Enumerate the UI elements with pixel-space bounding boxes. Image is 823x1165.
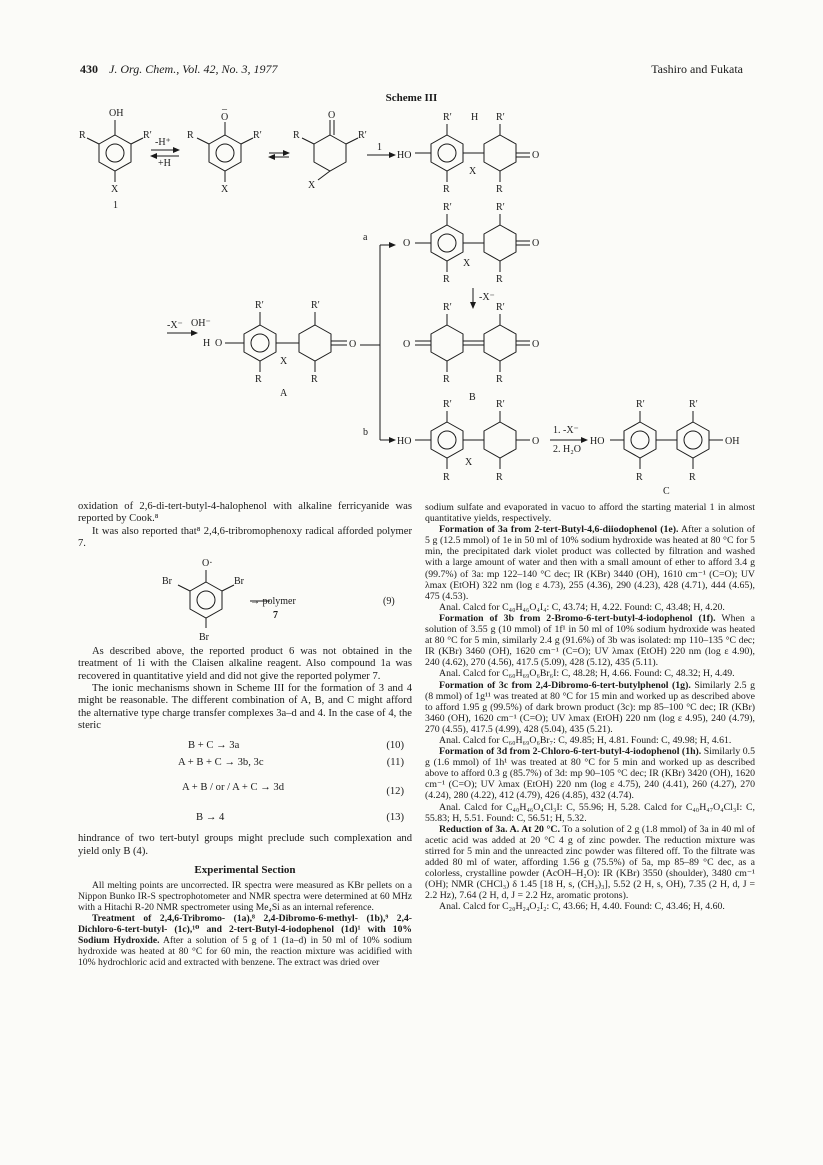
svg-text:R′: R′	[311, 300, 320, 311]
svg-text:R′: R′	[496, 202, 505, 213]
left-column	[78, 501, 412, 968]
scheme-title: Scheme III	[385, 92, 438, 104]
svg-text:R: R	[496, 274, 503, 285]
label-oh: OH	[109, 108, 124, 119]
equation-13: B → 4 (13)	[196, 812, 404, 824]
svg-text:R: R	[79, 130, 86, 141]
para-formation-3d: Formation of 3d from 2-Chloro-6-tert-butyl-4-iodophenol (1h). Similarly 0.5 g (1.6 mmol) of 1h¹ was treated at 80 °C for 5 min and worked up as described above to afford 0.3 g (85.7%) of 3d: mp 90–105 °C dec; IR (KBr) 3420 (OH), 1620 cm⁻¹ (C=O); UV λmax (EtOH) 220 nm (log ε 4.75), 240 (4.41), 260 (4.27), 270 (4.24), 280 (4.22), 412 (4.79), 426 (4.85), 432 (4.74).	[425, 746, 755, 802]
svg-text:1. -X⁻: 1. -X⁻	[553, 425, 579, 436]
svg-text:X: X	[111, 184, 119, 195]
svg-text:R: R	[443, 274, 450, 285]
svg-text:O: O	[532, 238, 540, 249]
svg-text:X: X	[308, 180, 316, 191]
svg-text:R′: R′	[636, 399, 645, 410]
compound-1-label: 1	[113, 200, 118, 211]
anal-5a: Anal. Calcd for C₂₀H₂₄O₂I₂: C, 43.66; H, 4.40. Found: C, 43.46; H, 4.60.	[439, 901, 725, 913]
svg-text:R′: R′	[143, 130, 152, 141]
svg-text:R′: R′	[443, 302, 452, 313]
svg-text:R: R	[187, 130, 194, 141]
svg-text:X: X	[463, 258, 471, 269]
para-polymer: It was also reported that⁸ 2,4,6-tribromophenoxy radical afforded polymer 7.	[78, 525, 412, 549]
svg-text:R′: R′	[255, 300, 264, 311]
para-formation-3a: Formation of 3a from 2-tert-Butyl-4,6-diiodophenol (1e). After a solution of 5 g (12.5 mmol) of 1e in 50 ml of 10% sodium hydroxide was heated at 80 °C for 5 min, the precipitated dark violet product was collected by filtration and washed with a large amount of water and then with a small amount of ether to afford 3.4 g (99.7%) of 3a: mp 122–140 °C dec; IR (KBr) 3440 (OH), 1610 cm⁻¹ (C=O); UV λmax (EtOH) 322 nm (log ε 4.73), 255 (4.36), 290 (4.23), 428 (4.71), 444 (4.65), 475 (4.53).	[425, 524, 755, 602]
svg-text:R: R	[496, 374, 503, 385]
anal-3c: Anal. Calcd for C₆₀H₆₉O₆Br₇: C, 49.85; H, 4.81. Found: C, 49.98; H, 4.61.	[439, 734, 732, 746]
svg-text:-X⁻: -X⁻	[167, 320, 183, 331]
para-instruments: All melting points are uncorrected. IR spectra were measured as KBr pellets on a Nippon Bunko IR-S spectrophotometer and NMR spectra were determined at 60 MHz with a Hitachi R-20 NMR spectrometer using Me₄Si as an internal reference.	[78, 880, 412, 914]
para-starting-material: sodium sulfate and evaporated in vacuo to afford the starting material 1 in almost quantitative yields, respectively.	[425, 502, 755, 525]
svg-text:R: R	[689, 472, 696, 483]
svg-text:OH: OH	[725, 436, 740, 447]
svg-text:R′: R′	[496, 302, 505, 313]
svg-text:R′: R′	[689, 399, 698, 410]
page-number: 430	[80, 62, 98, 76]
svg-text:X: X	[465, 457, 473, 468]
eq9-number: (9)	[383, 596, 395, 608]
svg-text:R′: R′	[358, 130, 367, 141]
equation-12: A + B / or / A + C → 3d (12)	[182, 782, 404, 798]
svg-text:X: X	[221, 184, 229, 195]
compound-b-label: B	[469, 392, 476, 403]
anal-3d: Anal. Calcd for C₄₀H₄₆O₄Cl₃I: C, 55.96; H, 5.28. Calcd for C₄₀H₄₇O₄Cl₃I: C, 55.83; H, 5.51. Found: C, 56.51; H, 5.32.	[425, 801, 755, 824]
svg-text:R: R	[496, 472, 503, 483]
svg-text:H: H	[471, 112, 479, 123]
svg-text:O: O	[328, 110, 336, 121]
svg-text:1: 1	[377, 142, 382, 153]
svg-text:-H⁺: -H⁺	[155, 137, 171, 148]
svg-text:OH⁻: OH⁻	[191, 318, 211, 329]
equation-10: B + C → 3a (10)	[188, 740, 404, 752]
svg-text:R: R	[255, 374, 262, 385]
svg-text:O: O	[403, 339, 411, 350]
svg-text:b: b	[363, 427, 368, 438]
svg-text:O: O	[532, 436, 540, 447]
journal-citation: J. Org. Chem., Vol. 42, No. 3, 1977	[109, 62, 278, 76]
svg-text:a: a	[363, 232, 368, 243]
svg-text:R′: R′	[253, 130, 262, 141]
running-header-authors: Tashiro and Fukata	[651, 62, 743, 76]
eq9-product: → polymer	[250, 596, 296, 608]
para-treatment: Treatment of 2,4,6-Tribromo- (1a),⁸ 2,4-Dibromo-6-methyl- (1b),⁹ 2,4-Dichloro-6-tert-butyl- (1c),¹⁰ and 2-tert-Butyl-4-iodophenol (1d)¹ with 10% Sodium Hydroxide. After a solution of 5 g of 1 (1a–d) in 50 ml of 10% sodium hydroxide was heated at 80 °C for 60 min, the reaction mixture was acidified with 10% hydrochloric acid and extracted with benzene. The extract was dried over	[78, 913, 412, 969]
scheme-iii-diagram	[75, 100, 755, 500]
svg-text:Br: Br	[234, 576, 244, 588]
running-header-left	[80, 62, 278, 77]
svg-text:O: O	[221, 112, 229, 123]
svg-text:2. H₂O: 2. H₂O	[553, 444, 581, 455]
para-formation-3b: Formation of 3b from 2-Bromo-6-tert-butyl-4-iodophenol (1f). When a solution of 3.55 g (10 mmol) of 1f¹ in 50 ml of 10% sodium hydroxide was heated at 80 °C for 5 min, similarly 2.4 g (91.6%) of 3b was isolated: mp 110–135 °C dec; IR (KBr) 3460 (OH), 1620 cm⁻¹ (C=O); UV λmax (EtOH) 220 nm (log ε 4.90), 240 (4.62), 270 (4.56), 417.5 (5.09), 428 (5.12), 435 (5.11).	[425, 612, 755, 669]
para-claisen: As described above, the reported product 6 was not obtained in the treatment of 1i with the Claisen alkaline reagent. Also compound 1a was recovered in quantitative yield and did not give the reported polymer 7.	[78, 646, 412, 682]
svg-text:+H: +H	[158, 158, 171, 169]
svg-text:O: O	[532, 339, 540, 350]
svg-text:HO: HO	[397, 436, 412, 447]
compound-c-label: C	[663, 486, 670, 497]
svg-text:Br: Br	[199, 632, 209, 644]
svg-text:R: R	[293, 130, 300, 141]
section-heading-experimental: Experimental Section	[194, 863, 296, 876]
svg-text:R′: R′	[496, 399, 505, 410]
svg-text:R′: R′	[443, 202, 452, 213]
svg-text:–: –	[222, 104, 227, 115]
svg-text:O: O	[403, 238, 411, 249]
svg-text:R′: R′	[443, 399, 452, 410]
right-column	[425, 502, 755, 912]
para-cook: oxidation of 2,6-di-tert-butyl-4-halophenol with alkaline ferricyanide was reported by Cook.⁸	[78, 501, 412, 525]
para-steric: hindrance of two tert-butyl groups might preclude such complexation and yield only B (4).	[78, 833, 412, 857]
svg-text:R: R	[311, 374, 318, 385]
svg-text:X: X	[280, 356, 288, 367]
svg-text:O: O	[215, 338, 223, 349]
compound-a-label: A	[280, 388, 288, 399]
svg-text:-X⁻: -X⁻	[479, 292, 495, 303]
svg-text:R′: R′	[443, 112, 452, 123]
equation-9-structure	[78, 554, 412, 644]
svg-text:7: 7	[273, 610, 278, 622]
svg-text:R: R	[443, 374, 450, 385]
svg-text:O·: O·	[202, 558, 213, 570]
svg-text:O: O	[349, 339, 357, 350]
svg-text:HO: HO	[590, 436, 605, 447]
svg-text:R: R	[443, 472, 450, 483]
svg-text:H: H	[203, 338, 211, 349]
equation-11: A + B + C → 3b, 3c (11)	[178, 757, 404, 769]
svg-text:HO: HO	[397, 150, 412, 161]
svg-text:Br: Br	[162, 576, 172, 588]
svg-text:X: X	[469, 166, 477, 177]
anal-3b: Anal. Calcd for C₆₀H₆₉O₆Br₆I: C, 48.28; H, 4.66. Found: C, 48.32; H, 4.49.	[439, 668, 735, 680]
svg-text:R′: R′	[496, 112, 505, 123]
svg-text:R: R	[496, 184, 503, 195]
para-mechanism: The ionic mechanisms shown in Scheme III for the formation of 3 and 4 might be reasonable. The different combination of A, B, and C might afford the alternative type charge transfer complexes 3a–d and 4. In the case of 4, the steric	[78, 683, 412, 731]
svg-text:O: O	[532, 150, 540, 161]
svg-text:R: R	[443, 184, 450, 195]
svg-text:R: R	[636, 472, 643, 483]
para-reduction-3a: Reduction of 3a. A. At 20 °C. To a solution of 2 g (1.8 mmol) of 3a in 40 ml of acetic acid was added at 20 °C 4 g of zinc powder. The reduction mixture was stirred for 5 min and the unreacted zinc powder was filtered off. To the filtrate was added 80 ml of water, affording 1.56 g (75.5%) of 5a, mp 85–89 °C dec, as a colorless, crystalline powder (AcOH–H₂O): IR (KBr) 3550 (shoulder), 3480 cm⁻¹ (OH); NMR (CHCl₃) δ 1.45 [18 H, s, (CH₃)₃], 5.52 (2 H, s, OH), 7.35 (2 H, d, J = 2.2 Hz), 7.64 (2 H, d, J = 2.2 Hz, aromatic protons).	[425, 823, 755, 902]
para-formation-3c: Formation of 3c from 2,4-Dibromo-6-tert-butylphenol (1g). Similarly 2.5 g (8 mmol) of 1g¹¹ was treated at 80 °C for 15 min and worked up as described above to afford 1.95 g (99.5%) of dark brown product (3c): mp 85–100 °C dec; IR (KBr) 3460 (OH), 1620 cm⁻¹ (C=O); UV λmax (EtOH) 220 nm (log ε 4.95), 240 (4.79), 270 (4.55), 417.5 (4.99), 428 (5.04), 435 (5.21).	[425, 679, 755, 735]
anal-3a: Anal. Calcd for C₄₀H₄₆O₄I₄: C, 43.74; H, 4.22. Found: C, 43.48; H, 4.20.	[439, 601, 725, 613]
